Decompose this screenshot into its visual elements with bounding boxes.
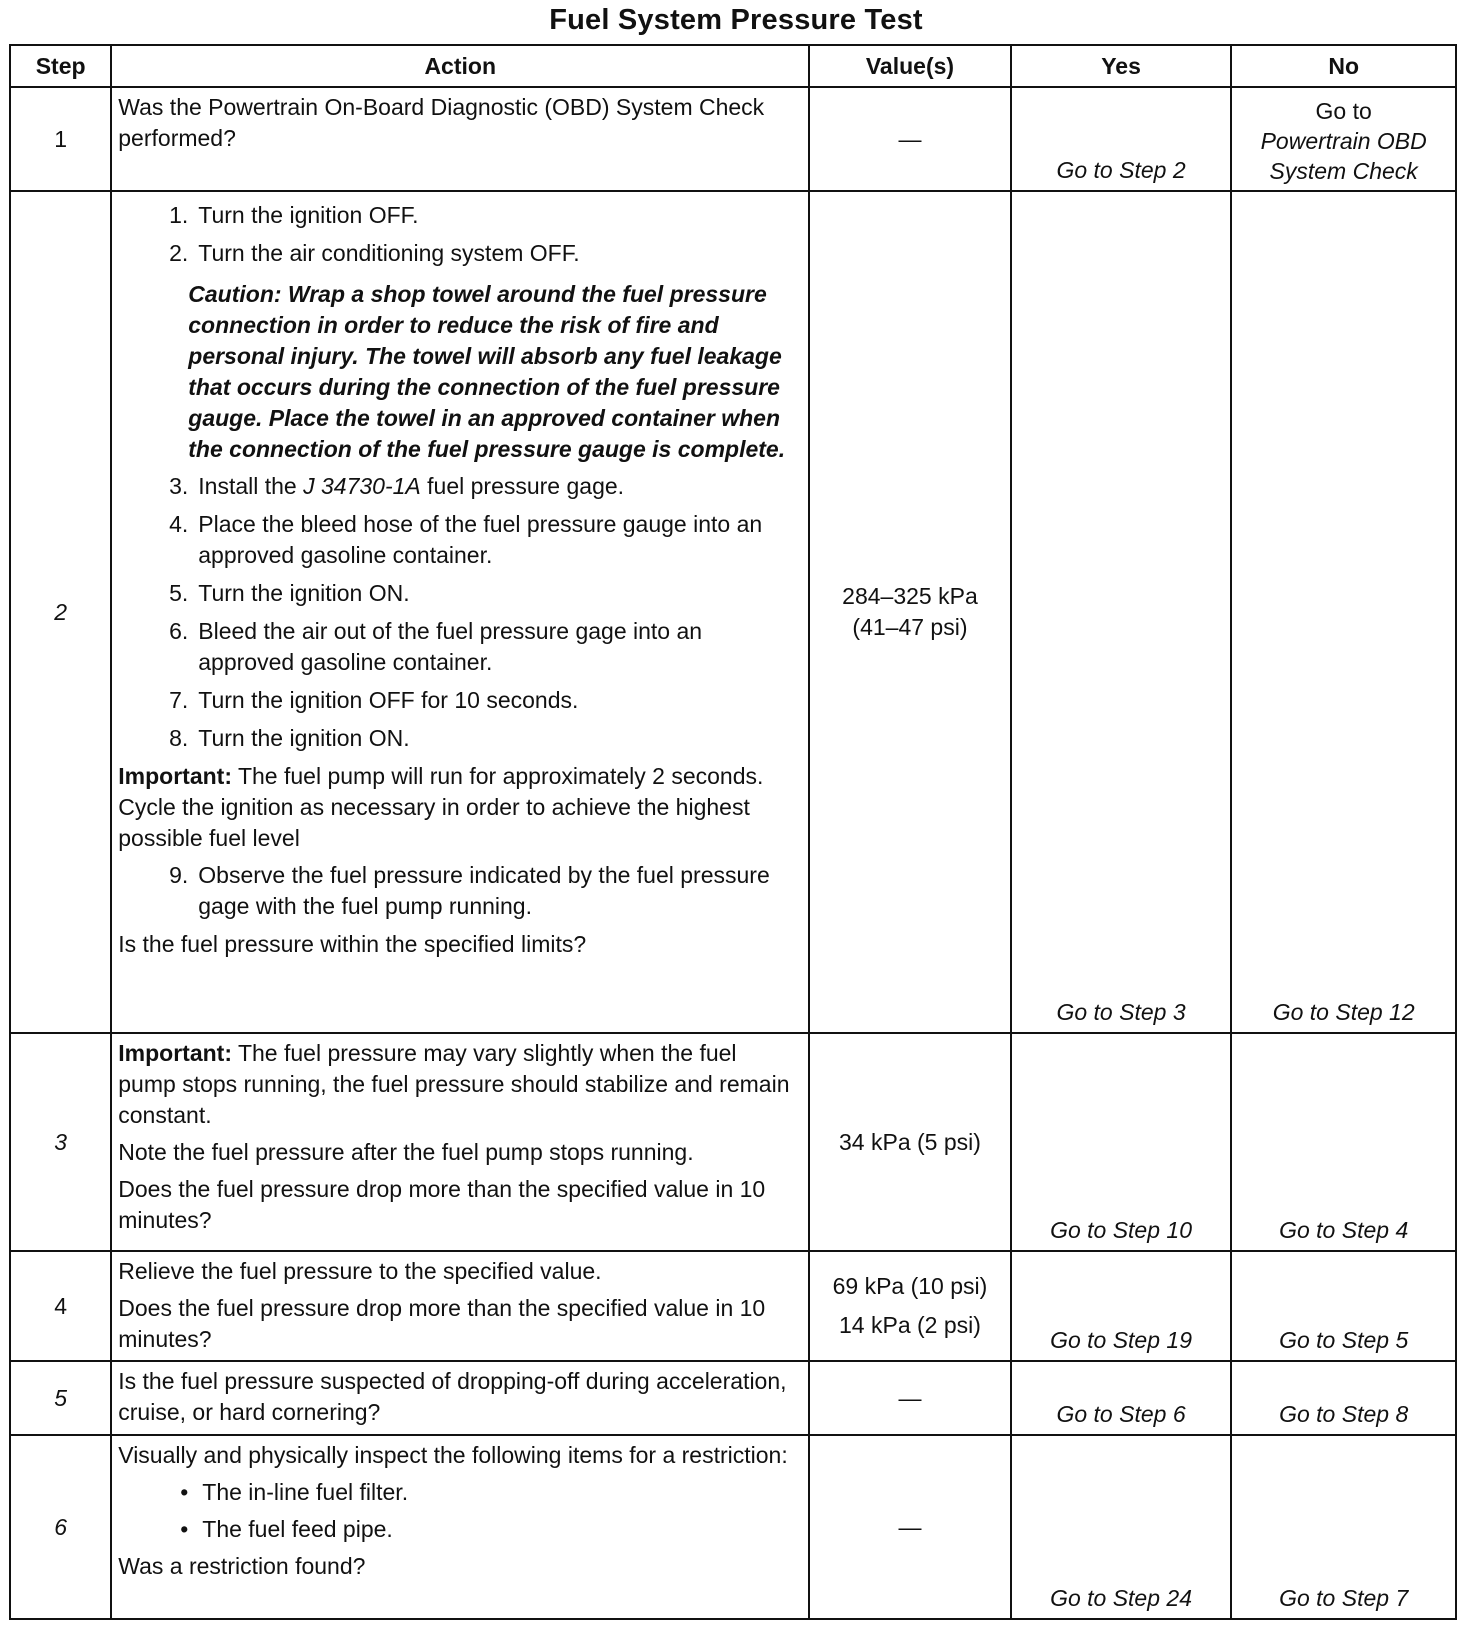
table-row-step-6 (10, 1435, 1456, 1619)
header-values: Value(s) (809, 45, 1011, 87)
value-cell: 69 kPa (10 psi) 14 kPa (2 psi) (809, 1251, 1011, 1361)
step-number: 4 (10, 1251, 111, 1361)
no-cell: Go to Step 12 (1231, 191, 1456, 1033)
value-cell: — (809, 1361, 1011, 1435)
value-cell: — (809, 1435, 1011, 1619)
step-list-b (118, 471, 800, 754)
list-item: 4. Place the bleed hose of the fuel pressure gauge into an approved gasoline container. (169, 511, 763, 568)
action-question: Is the fuel pressure suspected of dropping-off during acceleration, cruise, or hard cornering? (118, 1368, 787, 1425)
action-text: Note the fuel pressure after the fuel pump stops running. (118, 1139, 694, 1165)
list-item: 5. Turn the ignition ON. (169, 580, 410, 606)
value-cell: — (809, 87, 1011, 191)
no-cell-line1: Go to (1315, 98, 1372, 124)
step-number: 2 (10, 191, 111, 1033)
header-no: No (1231, 45, 1456, 87)
no-cell-line2: Powertrain OBD System Check (1260, 128, 1427, 184)
yes-cell: Go to Step 10 (1011, 1033, 1232, 1251)
yes-cell: Go to Step 19 (1011, 1251, 1232, 1361)
diagnostic-table (9, 44, 1457, 1620)
action-cell (111, 1033, 809, 1251)
list-item: 8. Turn the ignition ON. (169, 725, 410, 751)
yes-cell: Go to Step 24 (1011, 1435, 1232, 1619)
header-step: Step (10, 45, 111, 87)
action-cell (111, 191, 809, 1033)
document-title: Fuel System Pressure Test (549, 4, 923, 36)
list-item: 2. Turn the air conditioning system OFF. (169, 240, 580, 266)
step-number: 3 (10, 1033, 111, 1251)
action-question: Does the fuel pressure drop more than the specified value in 10 minutes? (118, 1176, 766, 1233)
table-row-step-1 (10, 87, 1456, 191)
action-text: Visually and physically inspect the following items for a restriction: (118, 1442, 788, 1468)
bullet-item: • The in-line fuel filter. (180, 1479, 409, 1505)
list-item: 3. Install the J 34730-1A fuel pressure gage. (169, 473, 625, 499)
value-cell: 34 kPa (5 psi) (809, 1033, 1011, 1251)
action-cell (111, 1361, 809, 1435)
table-row-step-2 (10, 191, 1456, 1033)
no-cell (1231, 87, 1456, 191)
table-row-step-4 (10, 1251, 1456, 1361)
list-item: 6. Bleed the air out of the fuel pressure gage into an approved gasoline container. (169, 618, 703, 675)
action-cell (111, 1435, 809, 1619)
caution-note: Caution: Wrap a shop towel around the fuel pressure connection in order to reduce the risk of fire and personal injury. The towel will absorb any fuel leakage that occurs during the connection of the fuel pressure gauge. Place the towel in an approved container when the connection of the fuel pressure gauge is complete. (188, 281, 786, 462)
yes-cell: Go to Step 6 (1011, 1361, 1232, 1435)
tool-number: J 34730-1A (303, 473, 421, 499)
action-cell (111, 1251, 809, 1361)
action-cell (111, 87, 809, 191)
action-question: Was a restriction found? (118, 1553, 366, 1579)
no-cell: Go to Step 4 (1231, 1033, 1456, 1251)
value-cell: 284–325 kPa (41–47 psi) (809, 191, 1011, 1033)
step-number: 1 (10, 87, 111, 191)
no-cell: Go to Step 7 (1231, 1435, 1456, 1619)
important-note: Important: The fuel pressure may vary slightly when the fuel pump stops running, the fuel pressure should stabilize and remain constant. (118, 1040, 790, 1128)
table-row-step-3 (10, 1033, 1456, 1251)
action-question: Is the fuel pressure within the specified limits? (118, 931, 587, 957)
list-item: 7. Turn the ignition OFF for 10 seconds. (169, 687, 579, 713)
yes-cell: Go to Step 3 (1011, 191, 1232, 1033)
header-yes: Yes (1011, 45, 1232, 87)
list-item: 9. Observe the fuel pressure indicated by the fuel pressure gage with the fuel pump running. (169, 862, 770, 919)
step-list-a (118, 200, 800, 269)
yes-cell: Go to Step 2 (1011, 87, 1232, 191)
step-number: 6 (10, 1435, 111, 1619)
header-action: Action (111, 45, 809, 87)
action-question: Was the Powertrain On-Board Diagnostic (OBD) System Check performed? (118, 94, 765, 151)
action-question: Does the fuel pressure drop more than the specified value in 10 minutes? (118, 1295, 766, 1352)
important-note: Important: The fuel pump will run for approximately 2 seconds. Cycle the ignition as necessary in order to achieve the highest possible fuel level (118, 763, 764, 851)
header-row (10, 45, 1456, 87)
no-cell: Go to Step 5 (1231, 1251, 1456, 1361)
step-number: 5 (10, 1361, 111, 1435)
no-cell: Go to Step 8 (1231, 1361, 1456, 1435)
list-item: 1. Turn the ignition OFF. (169, 202, 419, 228)
step-list-c (118, 860, 800, 922)
table-row-step-5 (10, 1361, 1456, 1435)
bullet-item: • The fuel feed pipe. (180, 1516, 393, 1542)
action-text: Relieve the fuel pressure to the specified value. (118, 1258, 602, 1284)
